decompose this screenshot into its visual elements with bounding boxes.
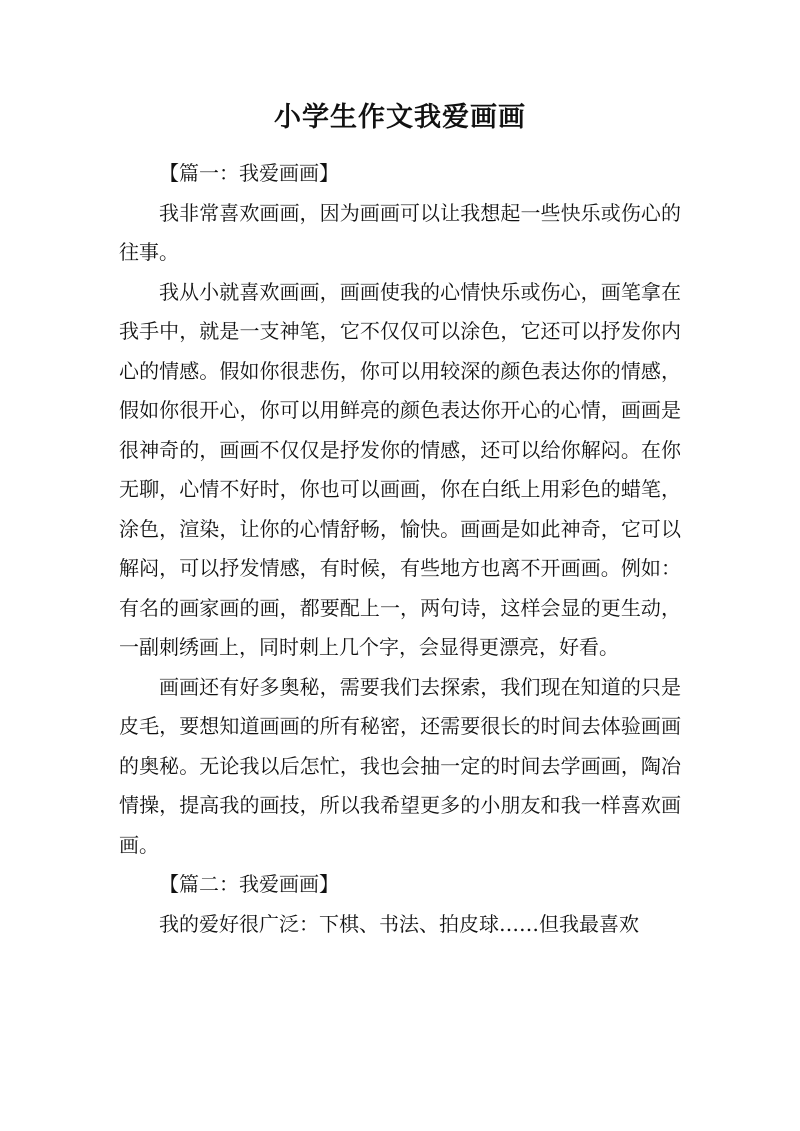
paragraph: 我的爱好很广泛：下棋、书法、拍皮球……但我最喜欢 <box>159 911 639 936</box>
section-heading: 【篇二：我爱画画】 <box>159 872 339 896</box>
document-title: 小学生作文我爱画画 <box>274 102 526 133</box>
paragraph: 我从小就喜欢画画，画画使我的心情快乐或伤心，画笔拿在我手中，就是一支神笔，它不仅仅可以涂色，它还可以抒发你内心的情感。假如你很悲伤，你可以用较深的颜色表达你的情感，假如你很开心，你可以用鲜亮的颜色表达你开心的心情，画画是很神奇的，画画不仅仅是抒发你的情感，还可以给你解闷。在你无聊，心情不好时，你也可以画画，你在白纸上用彩色的蜡笔，涂色，渲染，让你的心情舒畅，愉快。画画是如此神奇，它可以解闷，可以抒发情感，有时候，有些地方也离不开画画。例如：有名的画家画的画，都要配上一，两句诗，这样会显的更生动，一副刺绣画上，同时刺上几个字，会显得更漂亮，好看。 <box>119 279 681 659</box>
document-body <box>119 154 681 944</box>
paragraph: 画画还有好多奥秘，需要我们去探索，我们现在知道的只是皮毛，要想知道画画的所有秘密，还需要很长的时间去体验画画的奥秘。无论我以后怎忙，我也会抽一定的时间去学画画，陶冶情操，提高我的画技，所以我希望更多的小朋友和我一样喜欢画画。 <box>119 674 681 857</box>
paragraph: 我非常喜欢画画，因为画画可以让我想起一些快乐或伤心的往事。 <box>119 200 681 264</box>
section-heading: 【篇一：我爱画画】 <box>159 161 339 185</box>
